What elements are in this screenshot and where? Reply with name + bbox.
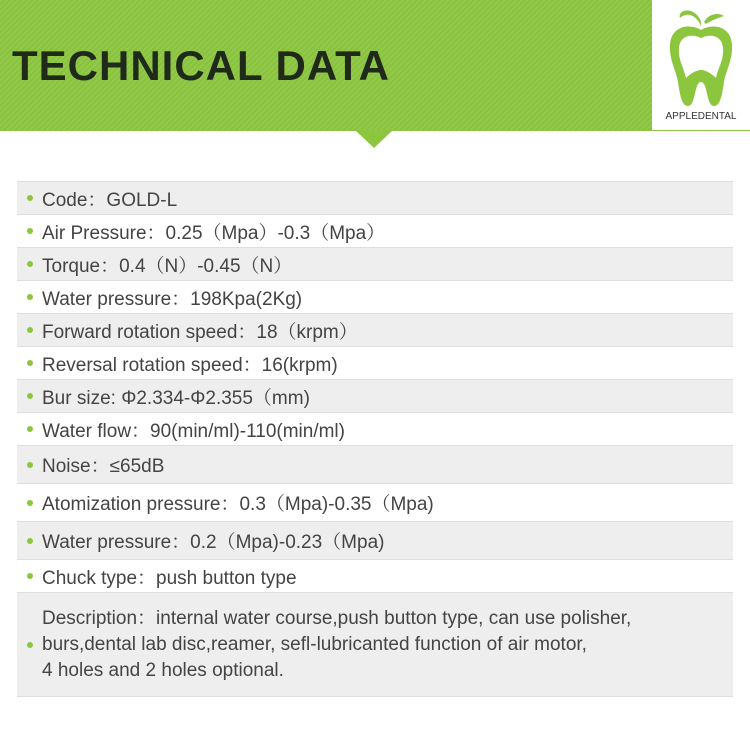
spec-text: Chuck type：push button type [42, 567, 297, 589]
spec-text: Water flow：90(min/ml)-110(min/ml) [42, 420, 345, 442]
bullet-icon [27, 360, 33, 366]
bullet-icon [27, 195, 33, 201]
spec-text: Water pressure：198Kpa(2Kg) [42, 288, 303, 310]
bullet-icon [27, 426, 33, 432]
bullet-icon [27, 393, 33, 399]
description-line: burs,dental lab disc,reamer, sefl-lubricanted function of air motor, [42, 633, 587, 655]
bullet-icon [27, 538, 33, 544]
spec-text: Bur size: Φ2.334-Φ2.355（mm) [42, 387, 310, 409]
spec-row-forward-speed [17, 314, 733, 347]
tooth-icon [666, 8, 736, 108]
spec-text: Atomization pressure：0.3（Mpa)-0.35（Mpa) [42, 494, 434, 515]
spec-row-description [17, 593, 733, 697]
spec-row-chuck-type [17, 560, 733, 593]
spec-text: Water pressure：0.2（Mpa)-0.23（Mpa) [42, 532, 385, 553]
spec-row-water-flow [17, 413, 733, 446]
spec-row-water-pressure [17, 281, 733, 314]
spec-row-air-pressure [17, 215, 733, 248]
bullet-icon [27, 327, 33, 333]
spec-text: Reversal rotation speed：16(krpm) [42, 354, 338, 376]
spec-text: Air Pressure：0.25（Mpa）-0.3（Mpa） [42, 222, 386, 244]
bullet-icon [27, 573, 33, 579]
description-text [42, 606, 631, 684]
description-line: Description：internal water course,push button type, can use polisher, [42, 607, 632, 629]
bullet-icon [27, 294, 33, 300]
spec-table [17, 181, 733, 697]
spec-text: Noise：≤65dB [42, 456, 165, 477]
bullet-icon [27, 261, 33, 267]
spec-row-bur-size [17, 380, 733, 413]
brand-logo [652, 0, 750, 130]
spec-text: Torque：0.4（N）-0.45（N） [42, 255, 293, 277]
spec-row-torque [17, 248, 733, 281]
spec-row-atomization-pressure [17, 484, 733, 522]
spec-text: Forward rotation speed：18（krpm） [42, 321, 358, 343]
banner-notch [355, 130, 393, 148]
spec-row-noise [17, 446, 733, 484]
brand-name: APPLEDENTAL [665, 111, 737, 122]
spec-row-code [17, 182, 733, 215]
bullet-icon [27, 462, 33, 468]
page-title: TECHNICAL DATA [12, 42, 390, 89]
bullet-icon [27, 228, 33, 234]
description-line: 4 holes and 2 holes optional. [42, 659, 284, 681]
bullet-icon [27, 642, 33, 648]
header-banner [0, 0, 750, 131]
spec-row-reversal-speed [17, 347, 733, 380]
bullet-icon [27, 500, 33, 506]
spec-text: Code：GOLD-L [42, 189, 178, 211]
spec-row-water-pressure-2 [17, 522, 733, 560]
